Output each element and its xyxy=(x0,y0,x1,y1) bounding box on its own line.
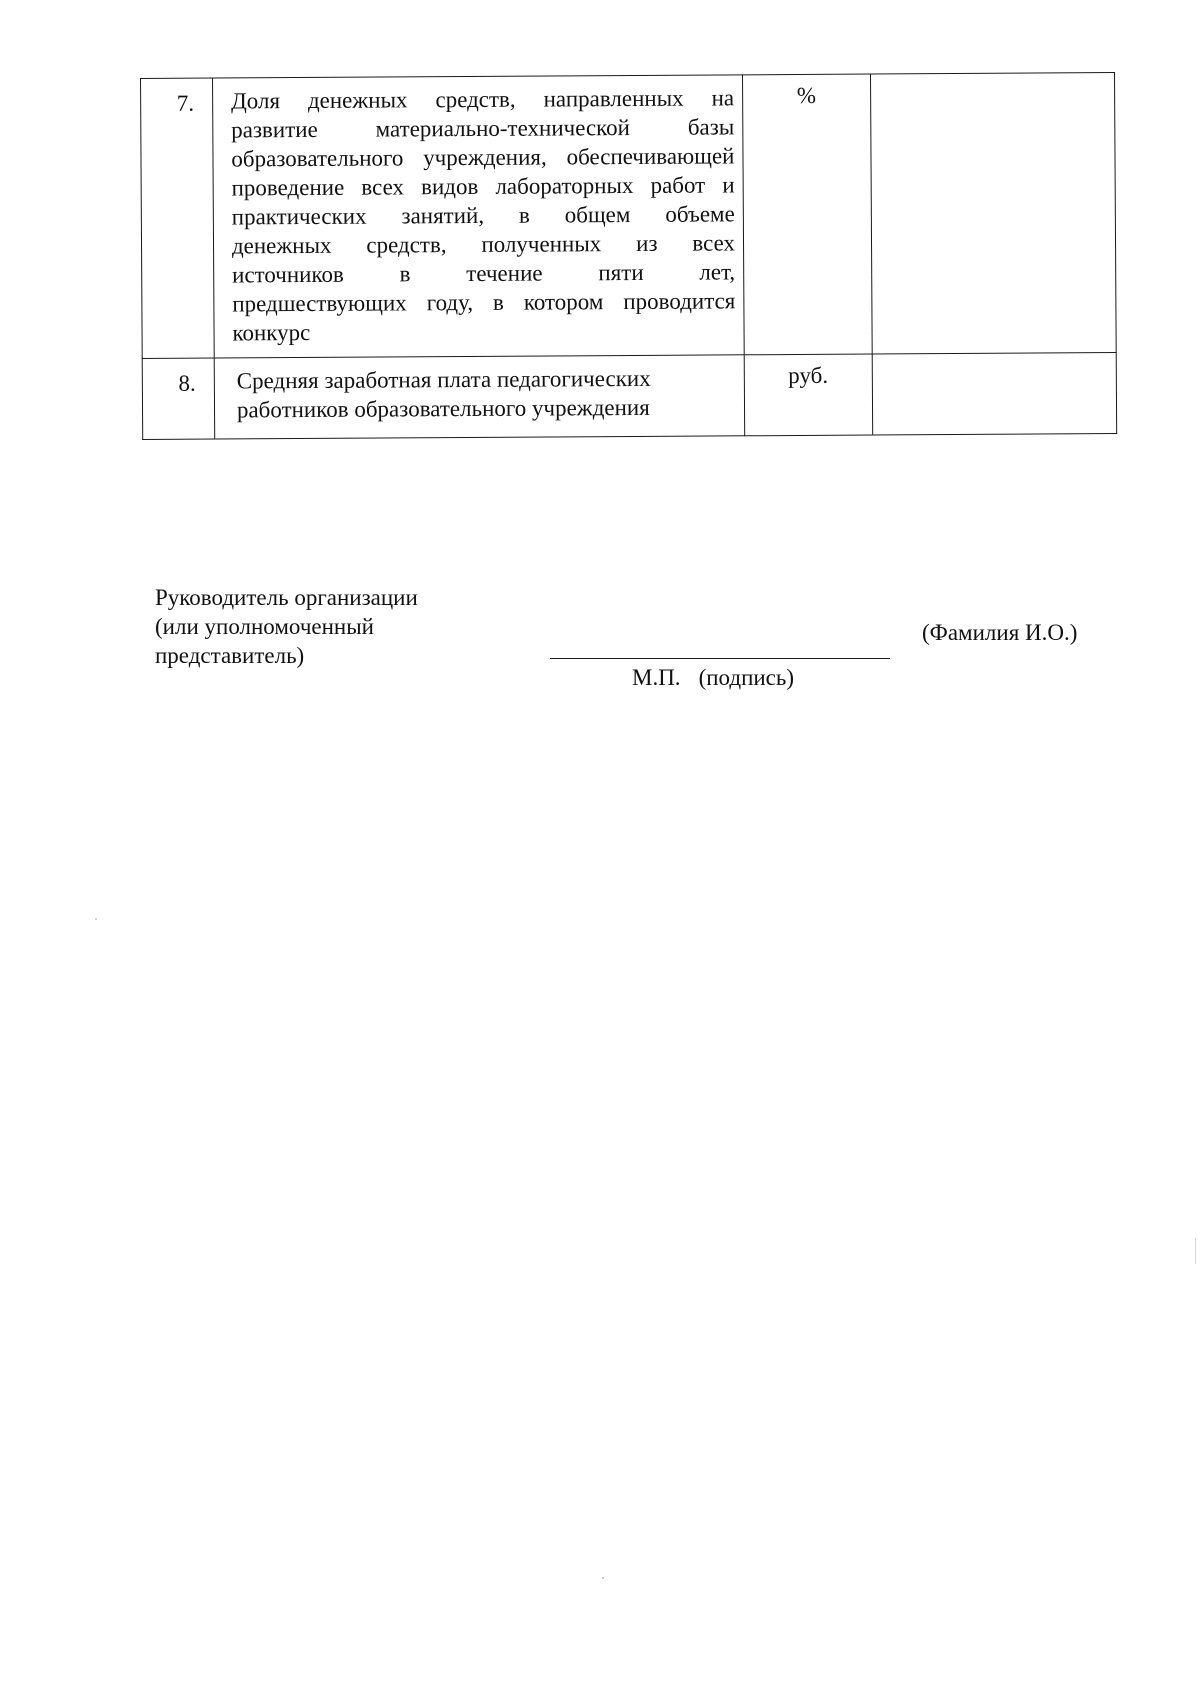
scan-edge-mark xyxy=(1195,1238,1196,1264)
unit-cell: руб. xyxy=(744,354,872,436)
indicator-line: проведение всех видов лабораторных работ и xyxy=(231,172,735,201)
unit-cell: % xyxy=(742,74,871,355)
organization-label-line: Руководитель организации xyxy=(155,585,418,610)
indicator-line: работников образовательного учреждения xyxy=(236,394,650,423)
row-number: 8. xyxy=(142,358,214,439)
signature-caption xyxy=(632,663,794,692)
indicator-line: практических занятий, в общем объеме xyxy=(231,201,735,230)
indicator-line: развитие материально-технической базы xyxy=(231,114,735,143)
organization-head-label xyxy=(155,583,515,670)
organization-label-line: (или уполномоченный xyxy=(155,614,374,639)
scan-speck xyxy=(95,918,97,920)
indicator-line: денежных средств, полученных из всех xyxy=(231,230,736,259)
full-name-label: (Фамилия И.О.) xyxy=(922,620,1078,645)
organization-label-line: представитель) xyxy=(155,643,305,668)
indicator-line: Доля денежных средств, направленных на xyxy=(230,85,735,114)
stamp-label: М.П. xyxy=(632,665,681,690)
scan-speck xyxy=(602,1577,604,1579)
signature-line[interactable] xyxy=(550,658,890,659)
indicator-line: Средняя заработная плата педагогических xyxy=(236,365,651,394)
indicator-line: источников в течение пяти лет, xyxy=(232,259,736,288)
indicator-line: образовательного учреждения, обеспечивающей xyxy=(231,143,735,172)
signature-label: (подпись) xyxy=(698,665,795,690)
indicator-line: конкурс xyxy=(232,319,311,346)
indicator-line: предшествующих году, в котором проводится xyxy=(232,288,736,317)
signature-block xyxy=(0,0,1200,720)
row-number: 7. xyxy=(141,78,215,358)
